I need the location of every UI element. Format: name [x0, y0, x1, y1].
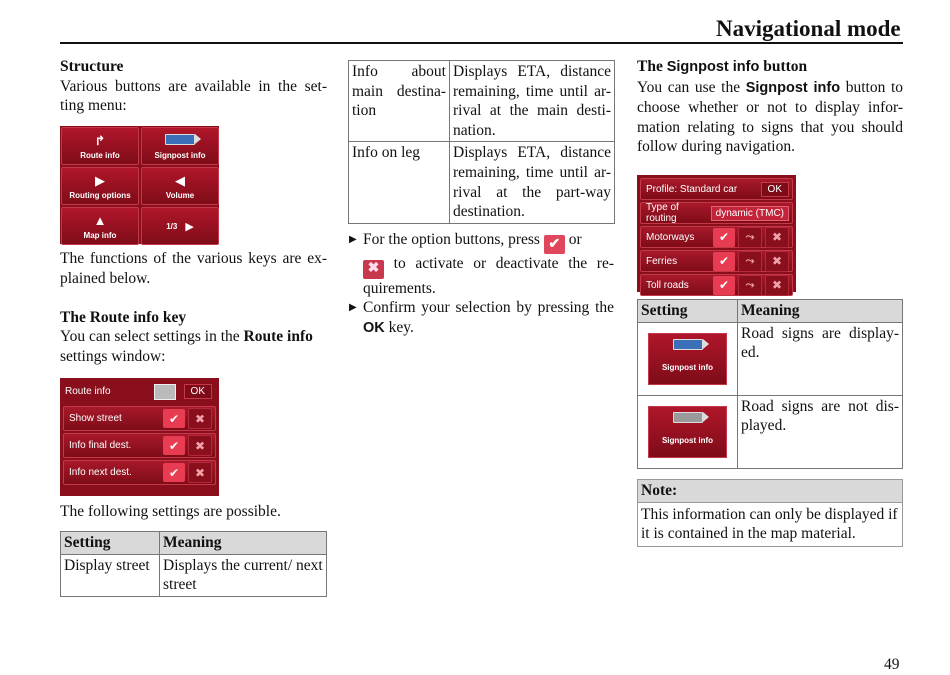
page-indicator-key — [141, 207, 219, 245]
car-icon: ▶ — [95, 173, 105, 188]
cross-button-icon: ✖ — [363, 260, 384, 279]
signpost-off-button-image: Signpost info — [648, 406, 727, 458]
note-title: Note: — [638, 480, 902, 503]
page-title: Navigational mode — [716, 16, 901, 41]
route-icon: ↱ — [94, 133, 106, 148]
check-icon: ✔ — [713, 228, 735, 247]
route-info-heading: The Route info key — [60, 308, 187, 326]
signpost-text: You can use the Signpost info button to choose whether or not to display infor-mation relating to signs that you should follow during navigation. — [637, 78, 904, 156]
table-header: Setting — [638, 300, 738, 323]
route-settings-table — [60, 531, 327, 597]
check-icon: ✔ — [713, 252, 735, 271]
volume-key — [141, 167, 219, 205]
page-number: 49 — [884, 656, 900, 673]
cross-icon: ✖ — [765, 251, 789, 272]
check-icon: ✔ — [713, 276, 735, 295]
column-right — [637, 57, 903, 157]
route-info-title: Route info — [65, 386, 111, 397]
functions-text: The functions of the various keys are ex-plained below. — [60, 250, 327, 287]
route-info-screenshot — [60, 378, 219, 496]
partial-icon: ⤳ — [738, 251, 762, 272]
table-row: Info about main destina-tion Displays ETA, distance remaining, time until ar-rival at the main desti-nation. — [349, 61, 615, 142]
volume-label: Volume — [165, 191, 195, 200]
table-row: Info on leg Displays ETA, distance remaining, time until ar-rival at the part-way destination. — [349, 142, 615, 223]
cross-icon: ✖ — [188, 408, 212, 429]
check-icon: ✔ — [163, 463, 185, 482]
check-button-icon: ✔ — [544, 235, 565, 254]
routing-options-key — [61, 167, 139, 205]
table-row: Signpost info Road signs are display-ed. — [638, 322, 903, 395]
info-final-dest-row: Info final dest. ✔ ✖ — [63, 433, 216, 458]
routing-value: dynamic (TMC) — [711, 206, 789, 221]
profile-row: Profile: Standard car OK — [640, 178, 793, 200]
toll-roads-row: Toll roads ✔ ⤳ ✖ — [640, 274, 793, 296]
settings-menu-screenshot — [60, 126, 219, 244]
ok-button: OK — [761, 182, 789, 197]
signpost-heading: The Signpost info button — [637, 58, 808, 75]
signpost-settings-table — [637, 299, 903, 469]
table-row: Signpost info Road signs are not dis-played. — [638, 395, 903, 468]
bullet-arrow-icon: ▶ — [349, 234, 357, 245]
table-row: Display street Displays the current/ next street — [61, 554, 327, 596]
signpost-disabled-icon — [673, 412, 703, 423]
settings-intro — [60, 502, 327, 522]
instructions — [349, 230, 614, 338]
bullet-arrow-icon: ▶ — [349, 302, 357, 314]
routing-profile-screenshot — [637, 175, 796, 292]
structure-heading: Structure — [60, 58, 124, 75]
partial-icon: ⤳ — [738, 275, 762, 296]
partial-icon: ⤳ — [738, 227, 762, 248]
next-arrow-icon: ▶ — [185, 220, 194, 233]
speaker-icon: ◀ — [175, 173, 185, 188]
map-info-label: Map info — [83, 231, 117, 240]
column-left — [60, 57, 327, 116]
routing-options-label: Routing options — [69, 191, 131, 200]
table-header: Meaning — [738, 300, 903, 323]
check-icon: ✔ — [163, 409, 185, 428]
cross-icon: ✖ — [765, 275, 789, 296]
note-box — [637, 479, 903, 547]
instruction-bullet: ▶ Confirm your selection by pressing the OK key. — [349, 299, 614, 336]
route-info-text: You can select settings in the Route info settings window: — [60, 328, 313, 365]
table-header: Setting — [61, 532, 160, 555]
note-text: This information can only be displayed if it is contained in the map material. — [641, 505, 898, 543]
column-left-cont — [60, 249, 327, 367]
map-info-key — [61, 207, 139, 245]
page-indicator: 1/3 — [166, 221, 178, 231]
table-header: Meaning — [160, 532, 327, 555]
route-info-key — [61, 127, 139, 165]
check-icon: ✔ — [163, 436, 185, 455]
map-icon: ▲ — [93, 213, 107, 228]
structure-text: Various buttons are available in the set-ting menu: — [60, 77, 327, 115]
show-street-row: Show street ✔ ✖ — [63, 406, 216, 431]
signpost-info-key — [141, 127, 219, 165]
motorways-row: Motorways ✔ ⤳ ✖ — [640, 226, 793, 248]
routing-type-row: Type of routing dynamic (TMC) — [640, 202, 793, 224]
signpost-icon — [165, 133, 195, 148]
signpost-info-label: Signpost info — [154, 151, 206, 160]
ferries-row: Ferries ✔ ⤳ ✖ — [640, 250, 793, 272]
signpost-icon — [673, 339, 703, 350]
ok-button: OK — [184, 384, 212, 399]
map-sign-icon — [154, 384, 176, 400]
route-info-label: Route info — [80, 151, 120, 160]
cross-icon: ✖ — [188, 462, 212, 483]
info-next-dest-row: Info next dest. ✔ ✖ — [63, 460, 216, 485]
signpost-on-button-image: Signpost info — [648, 333, 727, 385]
instruction-bullet: ▶ For the option buttons, press ✔ or ✖ to activate or deactivate the re-quirements. — [349, 231, 614, 297]
header-rule — [60, 42, 903, 44]
cross-icon: ✖ — [765, 227, 789, 248]
cross-icon: ✖ — [188, 435, 212, 456]
info-settings-table — [348, 60, 615, 224]
settings-text: The following settings are possible. — [60, 503, 281, 520]
